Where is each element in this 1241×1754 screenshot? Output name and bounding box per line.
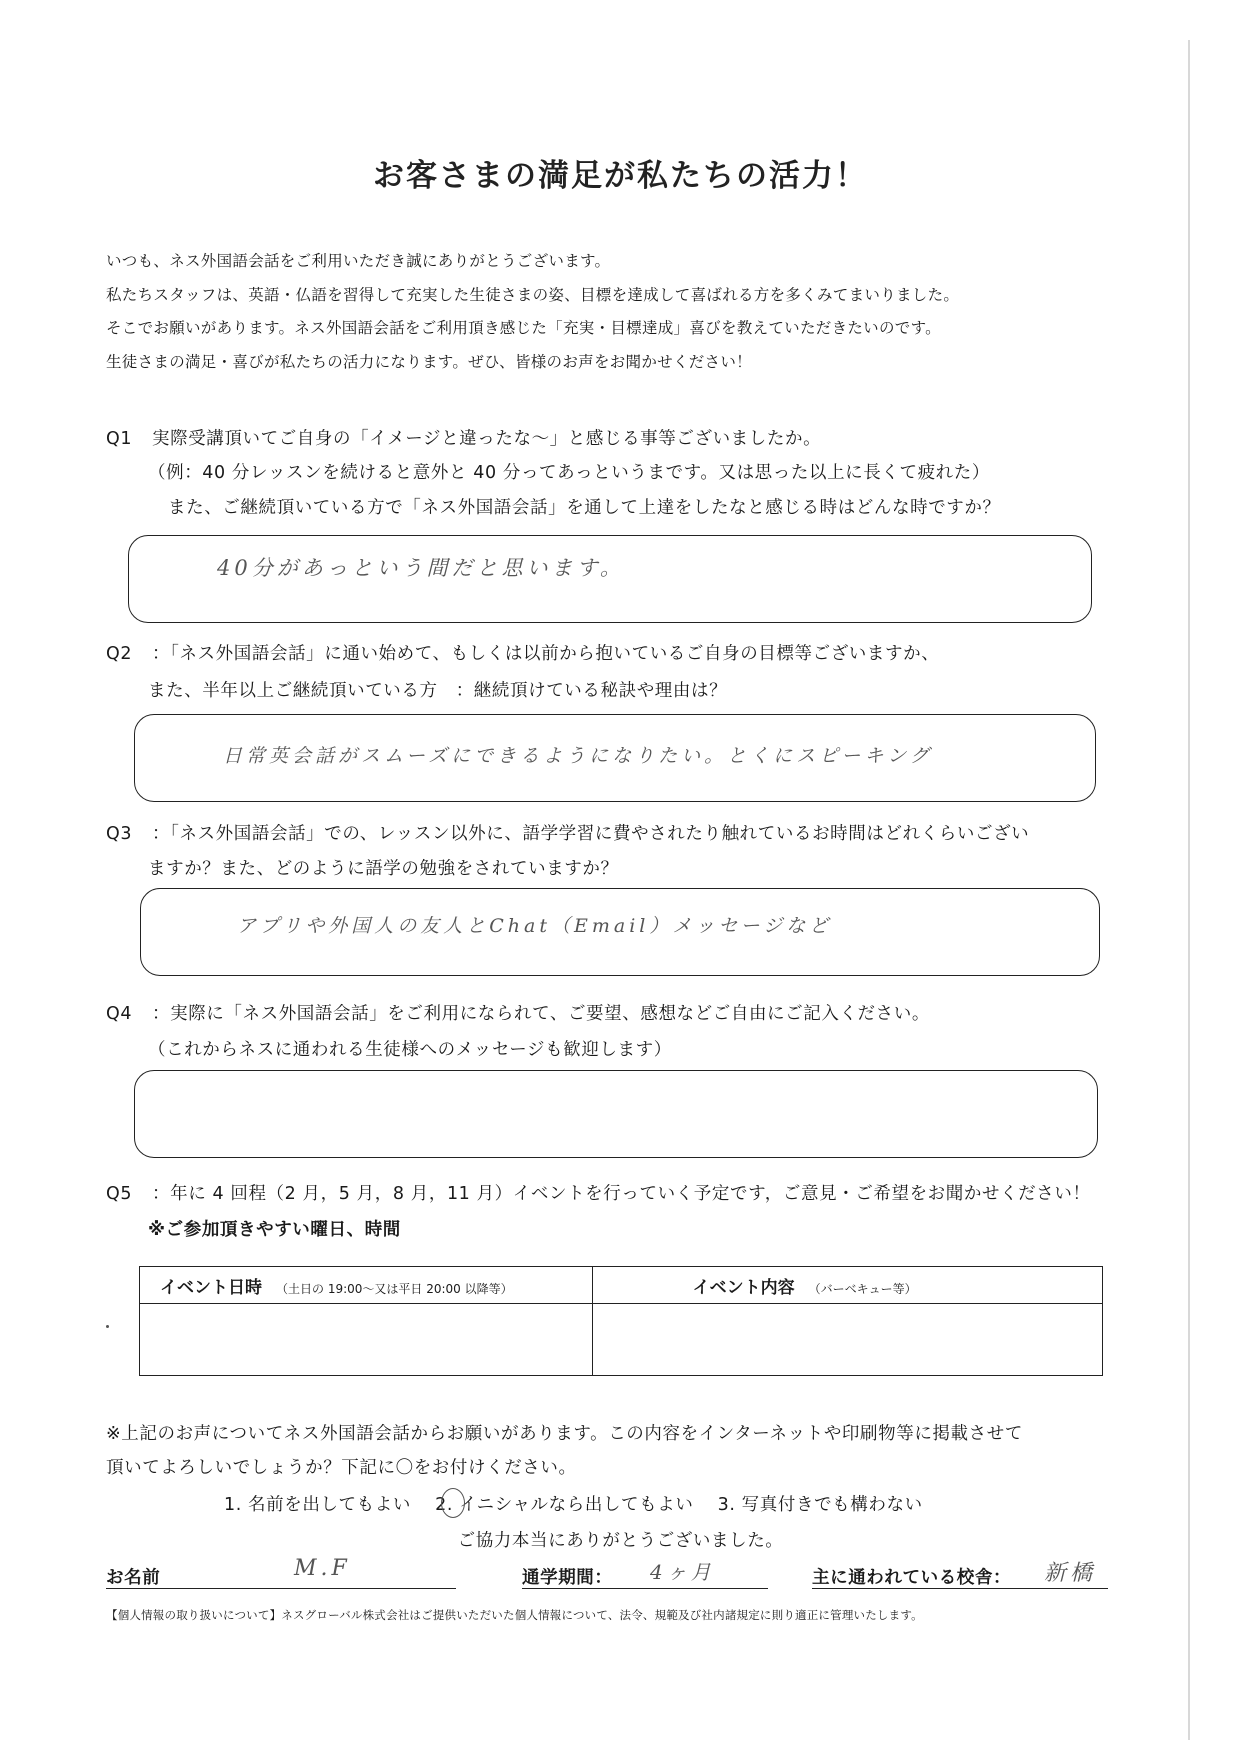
q2-answer-box[interactable]: [134, 714, 1096, 802]
notice-line: 頂いてよろしいでしょうか？下記に〇をお付けください。: [106, 1458, 577, 1478]
q2-heading: [106, 640, 939, 665]
event-date-title: イベント日時: [160, 1277, 262, 1298]
name-value[interactable]: M.F: [294, 1556, 351, 1581]
q4-text: ：実際に「ネス外国語会話」をご利用になられて、ご要望、感想などご自由にご記入ください。: [152, 1004, 930, 1024]
q4-number: Q4: [106, 1004, 133, 1024]
q1-heading: [106, 425, 821, 450]
q2-number: Q2: [106, 644, 133, 664]
selected-option-circle: [441, 1488, 465, 1518]
intro-line: 私たちスタッフは、英語・仏語を習得して充実した生徒さまの姿、目標を達成して喜ばれる方を多くみてまいりました。: [106, 285, 960, 304]
privacy-footer: 【個人情報の取り扱いについて】ネスグローバル株式会社はご提供いただいた個人情報について、法令、規範及び社内諸規定に則り適正に管理いたします。: [106, 1608, 923, 1622]
q1-answer: 40分があっという間だと思います。: [217, 556, 625, 580]
period-underline: [522, 1588, 768, 1589]
intro-line: いつも、ネス外国語会話をご利用いただき誠にありがとうございます。: [106, 252, 611, 270]
event-date-header: [140, 1267, 593, 1304]
q2-text: ：「ネス外国語会話」に通い始めて、もしくは以前から抱いているご自身の目標等ございますか、: [152, 644, 940, 664]
q3-answer: アプリや外国人の友人とChat（Email）メッセージなど: [237, 915, 833, 937]
q4-followup: （これからネスに通われる生徒様へのメッセージも歓迎します）: [148, 1040, 672, 1060]
school-label: 主に通われている校舎：: [812, 1568, 1012, 1588]
name-underline: [106, 1588, 456, 1589]
q2-followup: また、半年以上ご継続頂いている方 ：継続頂けている秘訣や理由は？: [148, 681, 728, 701]
q4-answer-box[interactable]: [134, 1070, 1098, 1158]
q1-followup: また、ご継続頂いている方で「ネス外国語会話」を通して上達をしたなと感じる時はどんな時ですか？: [168, 498, 1001, 518]
event-content-header: [592, 1267, 1102, 1304]
q5-note: ※ご参加頂きやすい曜日、時間: [148, 1220, 401, 1240]
q1-example: （例：40 分レッスンを続けると意外と 40 分ってあっというまです。又は思った以上に長くて疲れた）: [148, 463, 990, 483]
q2-answer: 日常英会話がスムーズにできるようになりたい。とくにスピーキング: [223, 745, 933, 767]
option-initials[interactable]: 2. イニシャルなら出してもよい: [435, 1495, 694, 1515]
publication-notice: [106, 1417, 1023, 1485]
intro-paragraph: [106, 245, 959, 379]
q3-answer-box[interactable]: [140, 888, 1100, 976]
q3-heading: [106, 820, 1029, 845]
event-date-cell[interactable]: [140, 1304, 593, 1376]
event-date-note: （土日の 19:00～又は平日 20:00 以降等）: [276, 1281, 513, 1296]
page-edge: [1188, 40, 1190, 1740]
q3-followup: ますか？また、どのように語学の勉強をされていますか？: [148, 859, 619, 879]
event-content-title: イベント内容: [692, 1277, 795, 1298]
period-value[interactable]: 4ヶ月: [650, 1560, 715, 1584]
event-table: [139, 1266, 1103, 1376]
page-title: お客さまの満足が私たちの活力！: [373, 158, 868, 194]
name-label: お名前: [106, 1568, 161, 1588]
q4-heading: [106, 1000, 930, 1025]
q1-answer-box[interactable]: [128, 535, 1092, 623]
option-name[interactable]: 1. 名前を出してもよい: [224, 1495, 411, 1515]
notice-line: ※上記のお声についてネス外国語会話からお願いがあります。この内容をインターネットや印刷物等に掲載させて: [106, 1424, 1023, 1444]
q5-text: ：年に 4 回程（2 月，5 月，8 月，11 月）イベントを行っていく予定です，ご意見・ご希望をお聞かせください！: [152, 1184, 1091, 1204]
event-content-cell[interactable]: [592, 1304, 1102, 1376]
event-content-note: （バーベキュー等）: [808, 1281, 917, 1296]
period-label: 通学期間：: [522, 1568, 613, 1588]
event-table-row: [140, 1304, 1103, 1376]
q1-text: 実際受講頂いてご自身の「イメージと違ったな～」と感じる事等ございましたか。: [152, 429, 822, 449]
school-underline: [812, 1588, 1108, 1589]
event-table-header: [140, 1267, 1103, 1304]
school-value[interactable]: 新橋: [1044, 1561, 1097, 1586]
intro-line: 生徒さまの満足・喜びが私たちの活力になります。ぜひ、皆様のお声をお聞かせください！: [106, 352, 752, 371]
q3-text: ：「ネス外国語会話」での、レッスン以外に、語学学習に費やされたり触れているお時間はどれくらいござい: [152, 824, 1030, 844]
option-photo[interactable]: 3. 写真付きでも構わない: [717, 1495, 923, 1515]
intro-line: そこでお願いがあります。ネス外国語会話をご利用頂き感じた「充実・目標達成」喜びを教えていただきたいのです。: [106, 319, 941, 337]
q5-heading: [106, 1180, 1091, 1205]
q3-number: Q3: [106, 824, 133, 844]
q1-number: Q1: [106, 429, 133, 449]
thanks-message: ご協力本当にありがとうございました。: [457, 1531, 784, 1551]
q5-number: Q5: [106, 1184, 133, 1204]
publication-options: [224, 1491, 941, 1516]
stray-mark: [106, 1325, 109, 1328]
